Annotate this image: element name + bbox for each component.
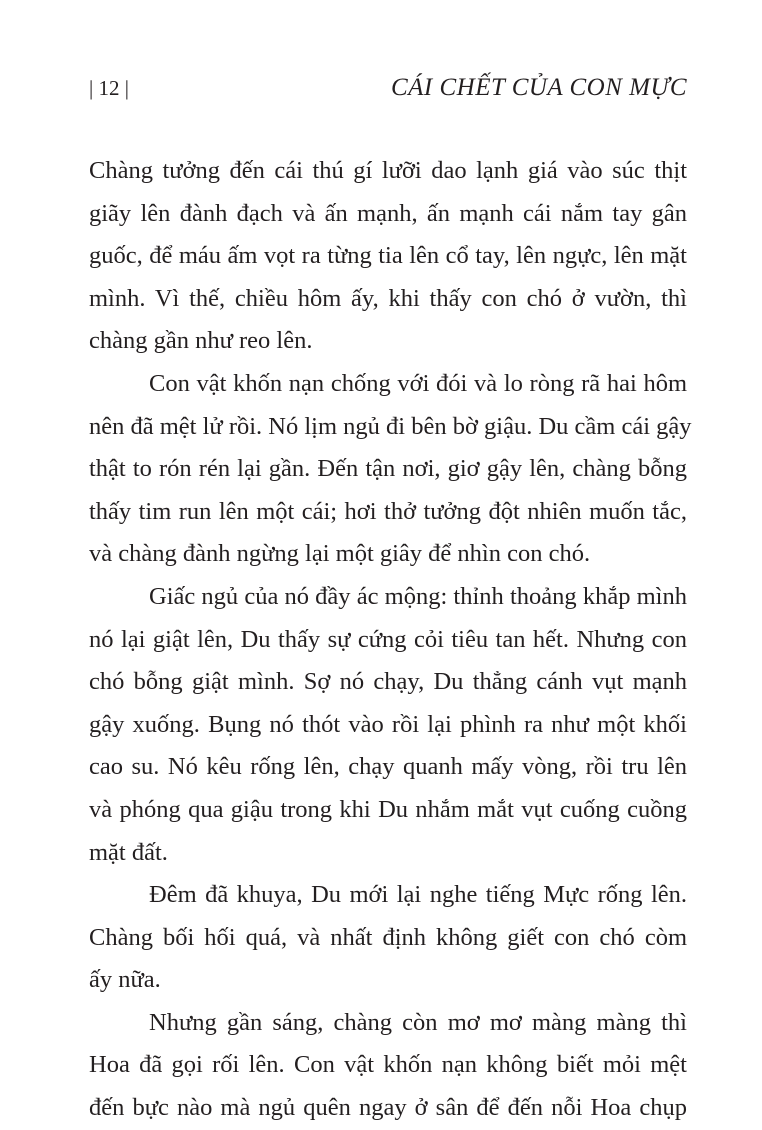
text-line: gậy xuống. Bụng nó thót vào rồi lại phình ra như một khối (89, 710, 687, 738)
page-number: | 12 | (89, 76, 129, 100)
text-line: giãy lên đành đạch và ấn mạnh, ấn mạnh cái nắm tay gân (89, 199, 687, 227)
text-line: và phóng qua giậu trong khi Du nhắm mắt vụt cuống cuồng (89, 795, 687, 823)
text-line: mình. Vì thế, chiều hôm ấy, khi thấy con chó ở vườn, thì (89, 284, 687, 312)
text-line: nó lại giật lên, Du thấy sự cứng cỏi tiêu tan hết. Nhưng con (89, 625, 687, 653)
text-line: Đêm đã khuya, Du mới lại nghe tiếng Mực rống lên. (149, 881, 687, 909)
text-line: Giấc ngủ của nó đầy ác mộng: thỉnh thoảng khắp mình (149, 582, 687, 610)
text-line: Hoa đã gọi rối lên. Con vật khốn nạn không biết mỏi mệt (89, 1051, 687, 1079)
text-line: chàng gần như reo lên. (89, 327, 313, 355)
text-line: thấy tim run lên một cái; hơi thở tưởng đột nhiên muốn tắc, (89, 497, 687, 525)
text-line: Nhưng gần sáng, chàng còn mơ mơ màng màng thì (149, 1008, 687, 1036)
text-line: Chàng tưởng đến cái thú gí lưỡi dao lạnh giá vào súc thịt (89, 157, 687, 184)
paragraph (89, 1002, 687, 1130)
text-line: Chàng bối hối quá, và nhất định không giết con chó còm (89, 923, 687, 951)
text-line: và chàng đành ngừng lại một giây để nhìn con chó. (89, 540, 591, 568)
paragraph (89, 874, 687, 1002)
text-line: mặt đất. (89, 838, 168, 866)
text-line: guốc, để máu ấm vọt ra từng tia lên cổ tay, lên ngực, lên mặt (89, 242, 687, 270)
text-line: chó bỗng giật mình. Sợ nó chạy, Du thẳng cánh vụt mạnh (89, 668, 687, 696)
running-title: CÁI CHẾT CỦA CON MỰC (390, 74, 687, 101)
paragraph (89, 576, 687, 874)
text-line: cao su. Nó kêu rống lên, chạy quanh mấy vòng, rồi tru lên (89, 753, 687, 781)
text-line: nên đã mệt lử rồi. Nó lịm ngủ đi bên bờ giậu. Du cầm cái gậy (89, 412, 692, 440)
body-text (89, 150, 692, 1130)
text-line: ấy nữa. (89, 966, 161, 994)
paragraph (89, 363, 692, 576)
text-line: đến bực nào mà ngủ quên ngay ở sân để đến nỗi Hoa chụp (89, 1094, 687, 1122)
running-header (89, 72, 687, 108)
text-line: thật to rón rén lại gần. Đến tận nơi, giơ gậy lên, chàng bỗng (89, 455, 687, 483)
paragraph (89, 150, 687, 363)
text-line: Con vật khốn nạn chống với đói và lo ròng rã hai hôm (149, 369, 687, 397)
